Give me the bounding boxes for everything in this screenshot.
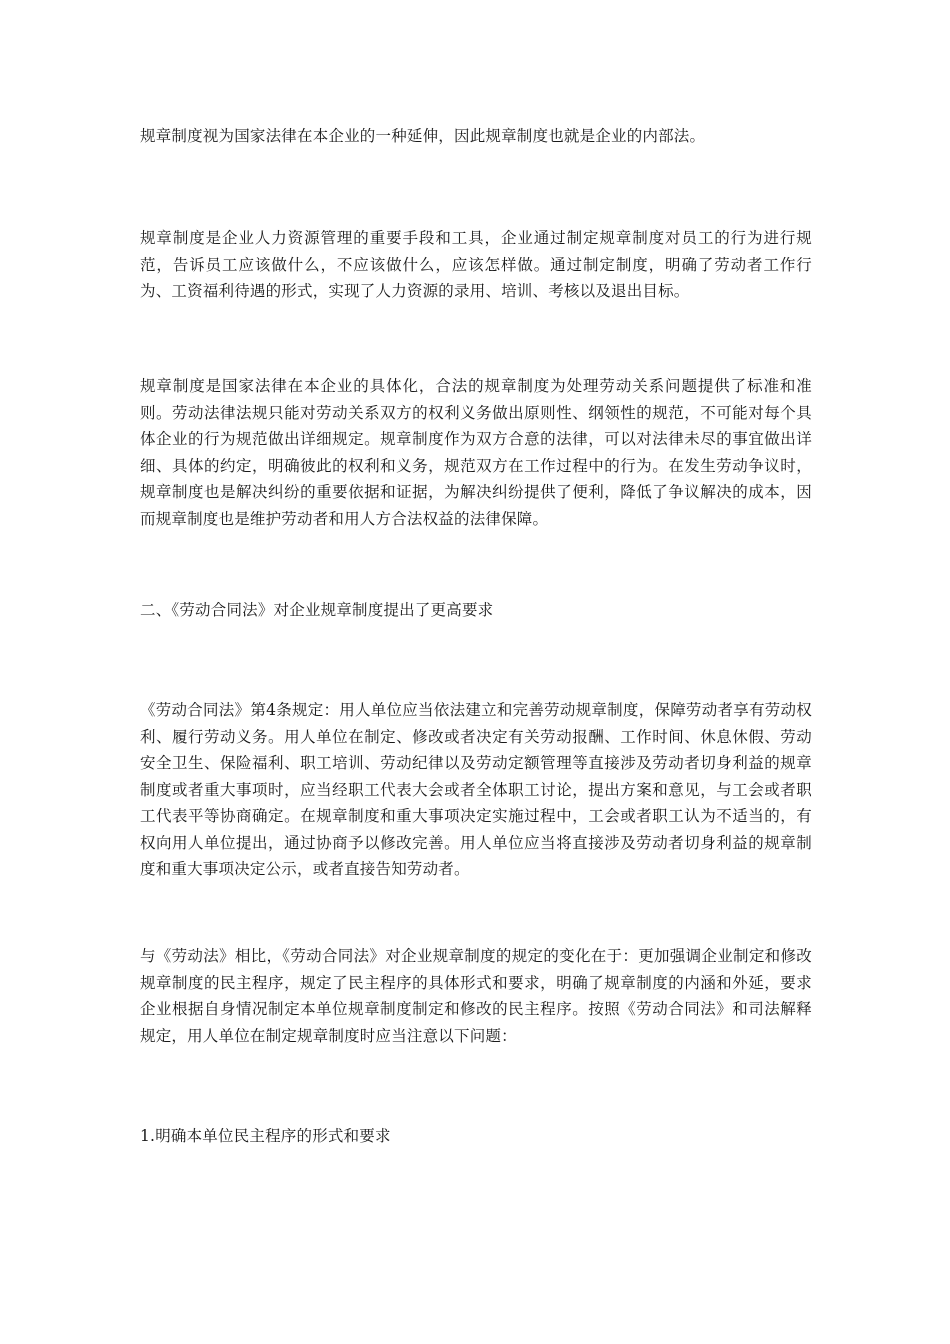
paragraph-legal-concretization: 规章制度是国家法律在本企业的具体化，合法的规章制度为处理劳动关系问题提供了标准和准则。劳动法律法规只能对劳动关系双方的权利义务做出原则性、纲领性的规范，不可能对每个具体企业的行为规范做出详细规定。规章制度作为双方合意的法律，可以对法律未尽的事宜做出详细、具体的约定，明确彼此的权利和义务，规范双方在工作过程中的行为。在发生劳动争议时，规章制度也是解决纠纷的重要依据和证据，为解决纠纷提供了便利，降低了争议解决的成本，因而规章制度也是维护劳动者和用人方合法权益的法律保障。 [140, 377, 812, 528]
paragraph-hr-management: 规章制度是企业人力资源管理的重要手段和工具，企业通过制定规章制度对员工的行为进行规范，告诉员工应该做什么，不应该做什么，应该怎样做。通过制定制度，明确了劳动者工作行为、工资福利待遇的形式，实现了人力资源的录用、培训、考核以及退出目标。 [140, 229, 812, 300]
subsection-heading: 1.明确本单位民主程序的形式和要求 [140, 1127, 391, 1145]
section-heading: 二、《劳动合同法》对企业规章制度提出了更高要求 [140, 601, 494, 619]
paragraph-article-4: 《劳动合同法》第4条规定：用人单位应当依法建立和完善劳动规章制度，保障劳动者享有劳动权利、履行劳动义务。用人单位在制定、修改或者决定有关劳动报酬、工作时间、休息休假、劳动安全卫生、保险福利、职工培训、劳动纪律以及劳动定额管理等直接涉及劳动者切身利益的规章制度或者重大事项时，应当经职工代表大会或者全体职工讨论，提出方案和意见，与工会或者职工代表平等协商确定。在规章制度和重大事项决定实施过程中，工会或者职工认为不适当的，有权向用人单位提出，通过协商予以修改完善。用人单位应当将直接涉及劳动者切身利益的规章制度和重大事项决定公示，或者直接告知劳动者。 [140, 701, 812, 878]
paragraph-comparison: 与《劳动法》相比，《劳动合同法》对企业规章制度的规定的变化在于：更加强调企业制定和修改规章制度的民主程序，规定了民主程序的具体形式和要求，明确了规章制度的内涵和外延，要求企业根据自身情况制定本单位规章制度制定和修改的民主程序。按照《劳动合同法》和司法解释规定，用人单位在制定规章制度时应当注意以下问题： [140, 947, 812, 1045]
paragraph-internal-law: 规章制度视为国家法律在本企业的一种延伸，因此规章制度也就是企业的内部法。 [140, 127, 706, 145]
